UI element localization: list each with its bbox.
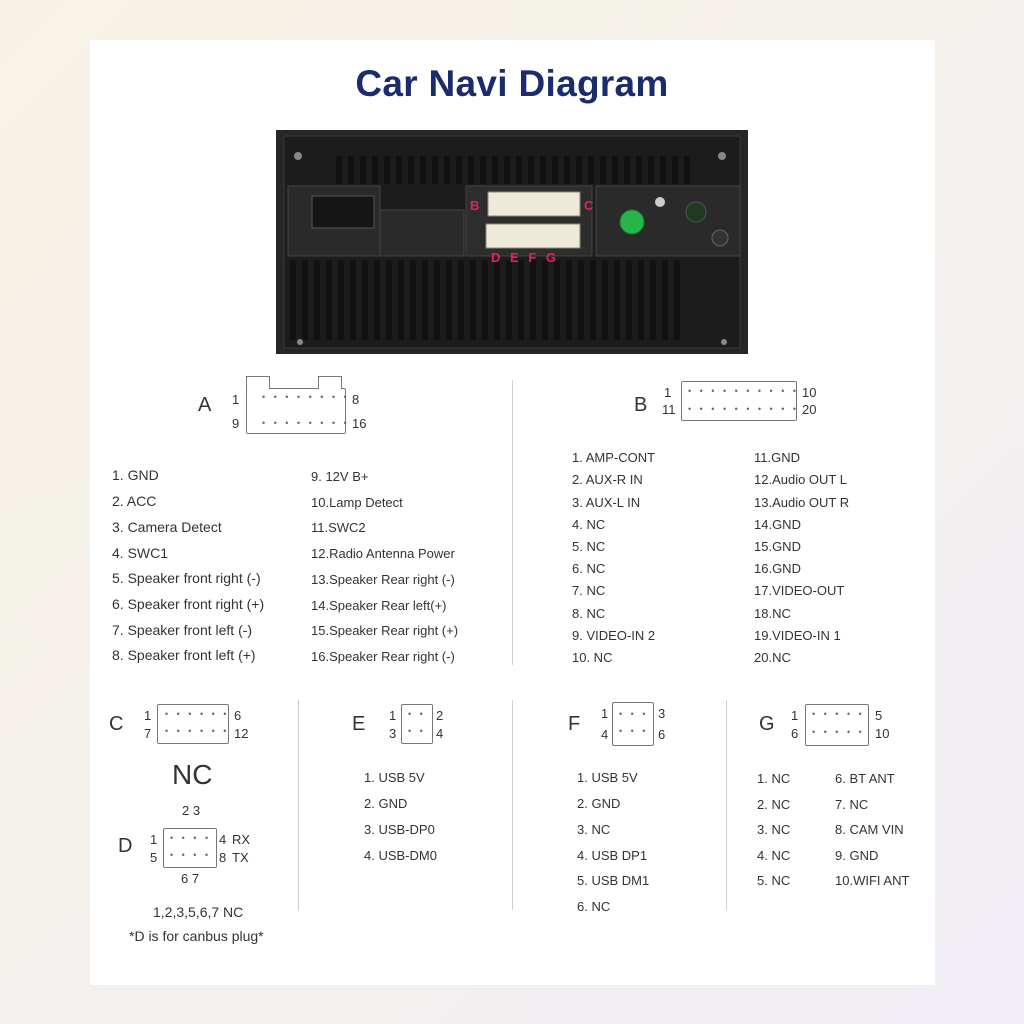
b-pin-9-desc: 9. VIDEO-IN 2 bbox=[572, 628, 656, 643]
f-pin-4-desc: 4. USB DP1 bbox=[577, 848, 648, 863]
pin-a-1: 1 bbox=[232, 392, 240, 407]
connector-a-latch-right bbox=[318, 376, 342, 389]
separator-ce bbox=[298, 700, 299, 910]
b-pin-20-desc: 20.NC bbox=[754, 650, 791, 665]
a-pin-7-desc: 7. Speaker front left (-) bbox=[112, 622, 253, 638]
connector-f-pins-bottom: • • • bbox=[619, 726, 649, 736]
connector-f-letter: F bbox=[568, 713, 581, 735]
pin-d-tx: TX bbox=[232, 850, 249, 865]
photo-label-defg: D E F G bbox=[491, 250, 559, 265]
e-pin-2-desc: 2. GND bbox=[364, 796, 408, 811]
pin-e-3: 3 bbox=[389, 726, 397, 741]
f-pin-1-desc: 1. USB 5V bbox=[577, 770, 638, 785]
b-pin-10-desc: 10. NC bbox=[572, 650, 613, 665]
a-pin-8-desc: 8. Speaker front left (+) bbox=[112, 647, 256, 663]
a-pin-16-desc: 16.Speaker Rear right (-) bbox=[311, 649, 455, 664]
pin-f-6: 6 bbox=[658, 727, 666, 742]
b-pin-7-desc: 7. NC bbox=[572, 583, 606, 598]
connector-c-nc: NC bbox=[172, 759, 213, 790]
connector-a-pins-bottom: • • • • • • • • bbox=[262, 418, 350, 428]
head-unit-rear-illustration bbox=[276, 130, 748, 354]
connector-d-nc-note: 1,2,3,5,6,7 NC bbox=[153, 904, 244, 920]
g-pin-10-desc: 10.WIFI ANT bbox=[835, 873, 910, 888]
connector-g-pins-top: • • • • • bbox=[812, 709, 865, 719]
b-pin-16-desc: 16.GND bbox=[754, 561, 801, 576]
b-pin-19-desc: 19.VIDEO-IN 1 bbox=[754, 628, 841, 643]
b-pin-11-desc: 11.GND bbox=[754, 450, 800, 465]
f-pin-5-desc: 5. USB DM1 bbox=[577, 873, 650, 888]
pin-c-6: 6 bbox=[234, 708, 242, 723]
pin-e-1: 1 bbox=[389, 708, 397, 723]
b-pin-15-desc: 15.GND bbox=[754, 539, 801, 554]
b-pin-8-desc: 8. NC bbox=[572, 606, 606, 621]
connector-a-latch bbox=[246, 376, 270, 389]
photo-label-c: C bbox=[584, 198, 594, 213]
b-pin-3-desc: 3. AUX-L IN bbox=[572, 495, 641, 510]
separator-ef bbox=[512, 700, 513, 910]
g-pin-6-desc: 6. BT ANT bbox=[835, 771, 895, 786]
connector-e-pins-bottom: • • bbox=[408, 726, 426, 736]
pin-f-3: 3 bbox=[658, 706, 666, 721]
a-pin-5-desc: 5. Speaker front right (-) bbox=[112, 570, 261, 586]
e-pin-1-desc: 1. USB 5V bbox=[364, 770, 425, 785]
b-pin-5-desc: 5. NC bbox=[572, 539, 606, 554]
b-pin-1-desc: 1. AMP-CONT bbox=[572, 450, 656, 465]
e-pin-4-desc: 4. USB-DM0 bbox=[364, 848, 437, 863]
a-pin-3-desc: 3. Camera Detect bbox=[112, 519, 222, 535]
pin-g-1: 1 bbox=[791, 708, 799, 723]
a-pin-2-desc: 2. ACC bbox=[112, 493, 157, 509]
a-pin-15-desc: 15.Speaker Rear right (+) bbox=[311, 623, 459, 638]
f-pin-2-desc: 2. GND bbox=[577, 796, 621, 811]
connector-c-pins-bottom: • • • • • • bbox=[165, 726, 230, 736]
a-pin-10-desc: 10.Lamp Detect bbox=[311, 495, 403, 510]
b-pin-4-desc: 4. NC bbox=[572, 517, 606, 532]
connector-e-pins-top: • • bbox=[408, 709, 426, 719]
pin-g-10: 10 bbox=[875, 726, 890, 741]
a-pin-11-desc: 11.SWC2 bbox=[311, 520, 366, 535]
pin-b-20: 20 bbox=[802, 402, 817, 417]
pin-f-1: 1 bbox=[601, 706, 609, 721]
pin-b-10: 10 bbox=[802, 385, 817, 400]
connector-a-pins-top: • • • • • • • • bbox=[262, 392, 350, 402]
pin-b-1: 1 bbox=[664, 385, 672, 400]
connector-d-pins-top: • • • • bbox=[170, 833, 212, 843]
b-pin-14-desc: 14.GND bbox=[754, 517, 801, 532]
pin-d-8: 8 bbox=[219, 850, 227, 865]
connector-b-pins-bottom: • • • • • • • • • • bbox=[688, 404, 800, 414]
b-pin-17-desc: 17.VIDEO-OUT bbox=[754, 583, 845, 598]
f-pin-3-desc: 3. NC bbox=[577, 822, 611, 837]
connector-a-letter: A bbox=[198, 394, 212, 416]
connector-c-letter: C bbox=[109, 713, 124, 735]
connector-e-letter: E bbox=[352, 713, 366, 735]
e-pin-3-desc: 3. USB-DP0 bbox=[364, 822, 435, 837]
pin-a-8: 8 bbox=[352, 392, 360, 407]
g-pin-9-desc: 9. GND bbox=[835, 848, 879, 863]
f-pin-6-desc: 6. NC bbox=[577, 899, 611, 914]
pin-a-16: 16 bbox=[352, 416, 367, 431]
pin-c-1: 1 bbox=[144, 708, 152, 723]
pin-b-11: 11 bbox=[662, 402, 676, 417]
a-pin-12-desc: 12.Radio Antenna Power bbox=[311, 546, 455, 561]
a-pin-13-desc: 13.Speaker Rear right (-) bbox=[311, 572, 455, 587]
connector-g-pins-bottom: • • • • • bbox=[812, 727, 865, 737]
a-pin-1-desc: 1. GND bbox=[112, 467, 159, 483]
b-pin-13-desc: 13.Audio OUT R bbox=[754, 495, 850, 510]
connector-g-letter: G bbox=[759, 713, 775, 735]
photo-label-b: B bbox=[470, 198, 480, 213]
pin-d-2-3: 2 3 bbox=[182, 803, 201, 818]
pin-g-5: 5 bbox=[875, 708, 883, 723]
separator-ab bbox=[512, 380, 513, 665]
b-pin-12-desc: 12.Audio OUT L bbox=[754, 472, 847, 487]
a-pin-9-desc: 9. 12V B+ bbox=[311, 469, 369, 484]
a-pin-6-desc: 6. Speaker front right (+) bbox=[112, 596, 265, 612]
g-pin-1-desc: 1. NC bbox=[757, 771, 791, 786]
b-pin-6-desc: 6. NC bbox=[572, 561, 606, 576]
connector-f-pins-top: • • • bbox=[619, 709, 649, 719]
g-pin-5-desc: 5. NC bbox=[757, 873, 791, 888]
pin-f-4: 4 bbox=[601, 727, 609, 742]
pin-g-6: 6 bbox=[791, 726, 799, 741]
g-pin-8-desc: 8. CAM VIN bbox=[835, 822, 904, 837]
b-pin-18-desc: 18.NC bbox=[754, 606, 791, 621]
connector-d-pins-bottom: • • • • bbox=[170, 850, 212, 860]
g-pin-3-desc: 3. NC bbox=[757, 822, 791, 837]
pin-a-9: 9 bbox=[232, 416, 240, 431]
pin-e-2: 2 bbox=[436, 708, 444, 723]
separator-fg bbox=[726, 700, 727, 910]
pin-e-4: 4 bbox=[436, 726, 444, 741]
connector-d-letter: D bbox=[118, 835, 133, 857]
connector-d-note: *D is for canbus plug* bbox=[129, 928, 264, 944]
pin-c-7: 7 bbox=[144, 726, 152, 741]
pin-d-5: 5 bbox=[150, 850, 158, 865]
connector-b-letter: B bbox=[634, 394, 648, 416]
a-pin-4-desc: 4. SWC1 bbox=[112, 545, 169, 561]
pin-c-12: 12 bbox=[234, 726, 249, 741]
pin-d-4: 4 bbox=[219, 832, 227, 847]
connector-c-pins-top: • • • • • • bbox=[165, 709, 230, 719]
b-pin-2-desc: 2. AUX-R IN bbox=[572, 472, 643, 487]
head-unit-photo bbox=[276, 130, 748, 354]
pin-d-1: 1 bbox=[150, 832, 158, 847]
pin-d-rx: RX bbox=[232, 832, 251, 847]
a-pin-14-desc: 14.Speaker Rear left(+) bbox=[311, 598, 447, 613]
pin-d-6-7: 6 7 bbox=[181, 871, 200, 886]
page-title: Car Navi Diagram bbox=[355, 63, 669, 104]
connector-b-pins-top: • • • • • • • • • • bbox=[688, 386, 800, 396]
g-pin-4-desc: 4. NC bbox=[757, 848, 791, 863]
g-pin-7-desc: 7. NC bbox=[835, 797, 869, 812]
g-pin-2-desc: 2. NC bbox=[757, 797, 791, 812]
